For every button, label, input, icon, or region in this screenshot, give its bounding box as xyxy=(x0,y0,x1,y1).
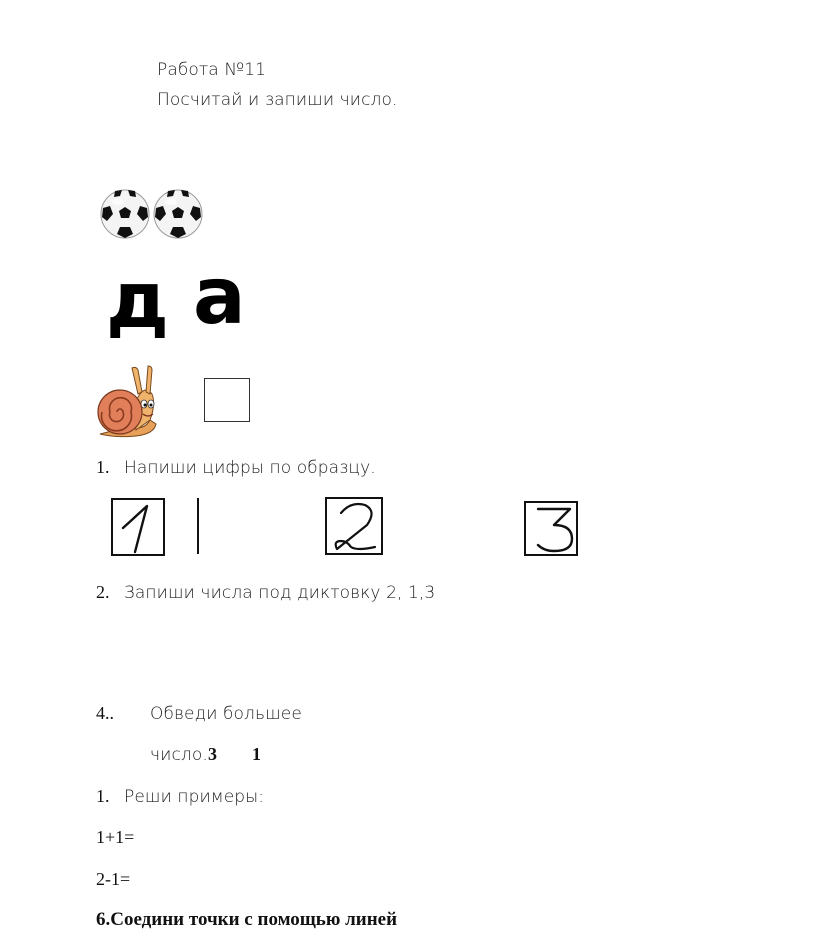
letter-de: д xyxy=(106,256,169,346)
snail-icon xyxy=(96,364,162,440)
task2-text: Запиши числа под диктовку 2, 1,3 xyxy=(124,583,436,603)
sample-digit-box-2 xyxy=(325,497,383,555)
writing-guide-line xyxy=(197,498,199,554)
task4-line2: число. xyxy=(150,745,208,765)
task6-text: 6.Соедини точки с помощью линей xyxy=(96,909,398,930)
compare-value-1[interactable]: 1 xyxy=(252,744,261,764)
task1-number: 1. xyxy=(96,457,110,477)
sample-digit-box-1 xyxy=(111,498,165,556)
soccer-ball-icon xyxy=(154,190,202,238)
soccer-ball-icon xyxy=(101,190,149,238)
letter-a: а xyxy=(193,252,246,342)
task1-text: Напиши цифры по образцу. xyxy=(124,458,376,478)
examples-number: 1. xyxy=(96,786,110,806)
examples-text: Реши примеры: xyxy=(124,787,265,807)
example-1: 1+1= xyxy=(96,827,135,847)
answer-box[interactable] xyxy=(204,378,250,422)
digit-two-glyph xyxy=(327,499,381,553)
compare-value-3[interactable]: 3 xyxy=(208,744,217,764)
task4-text: Обведи большее xyxy=(150,704,302,724)
digit-three-glyph xyxy=(526,503,576,554)
soccer-balls xyxy=(100,188,206,240)
sample-digit-box-3 xyxy=(524,501,578,556)
work-title: Работа №11 xyxy=(157,60,267,80)
digit-one-glyph xyxy=(113,500,163,554)
task2-number: 2. xyxy=(96,582,110,602)
task4-number: 4.. xyxy=(96,703,114,723)
example-2: 2-1= xyxy=(96,869,131,889)
count-instruction: Посчитай и запиши число. xyxy=(157,90,398,110)
